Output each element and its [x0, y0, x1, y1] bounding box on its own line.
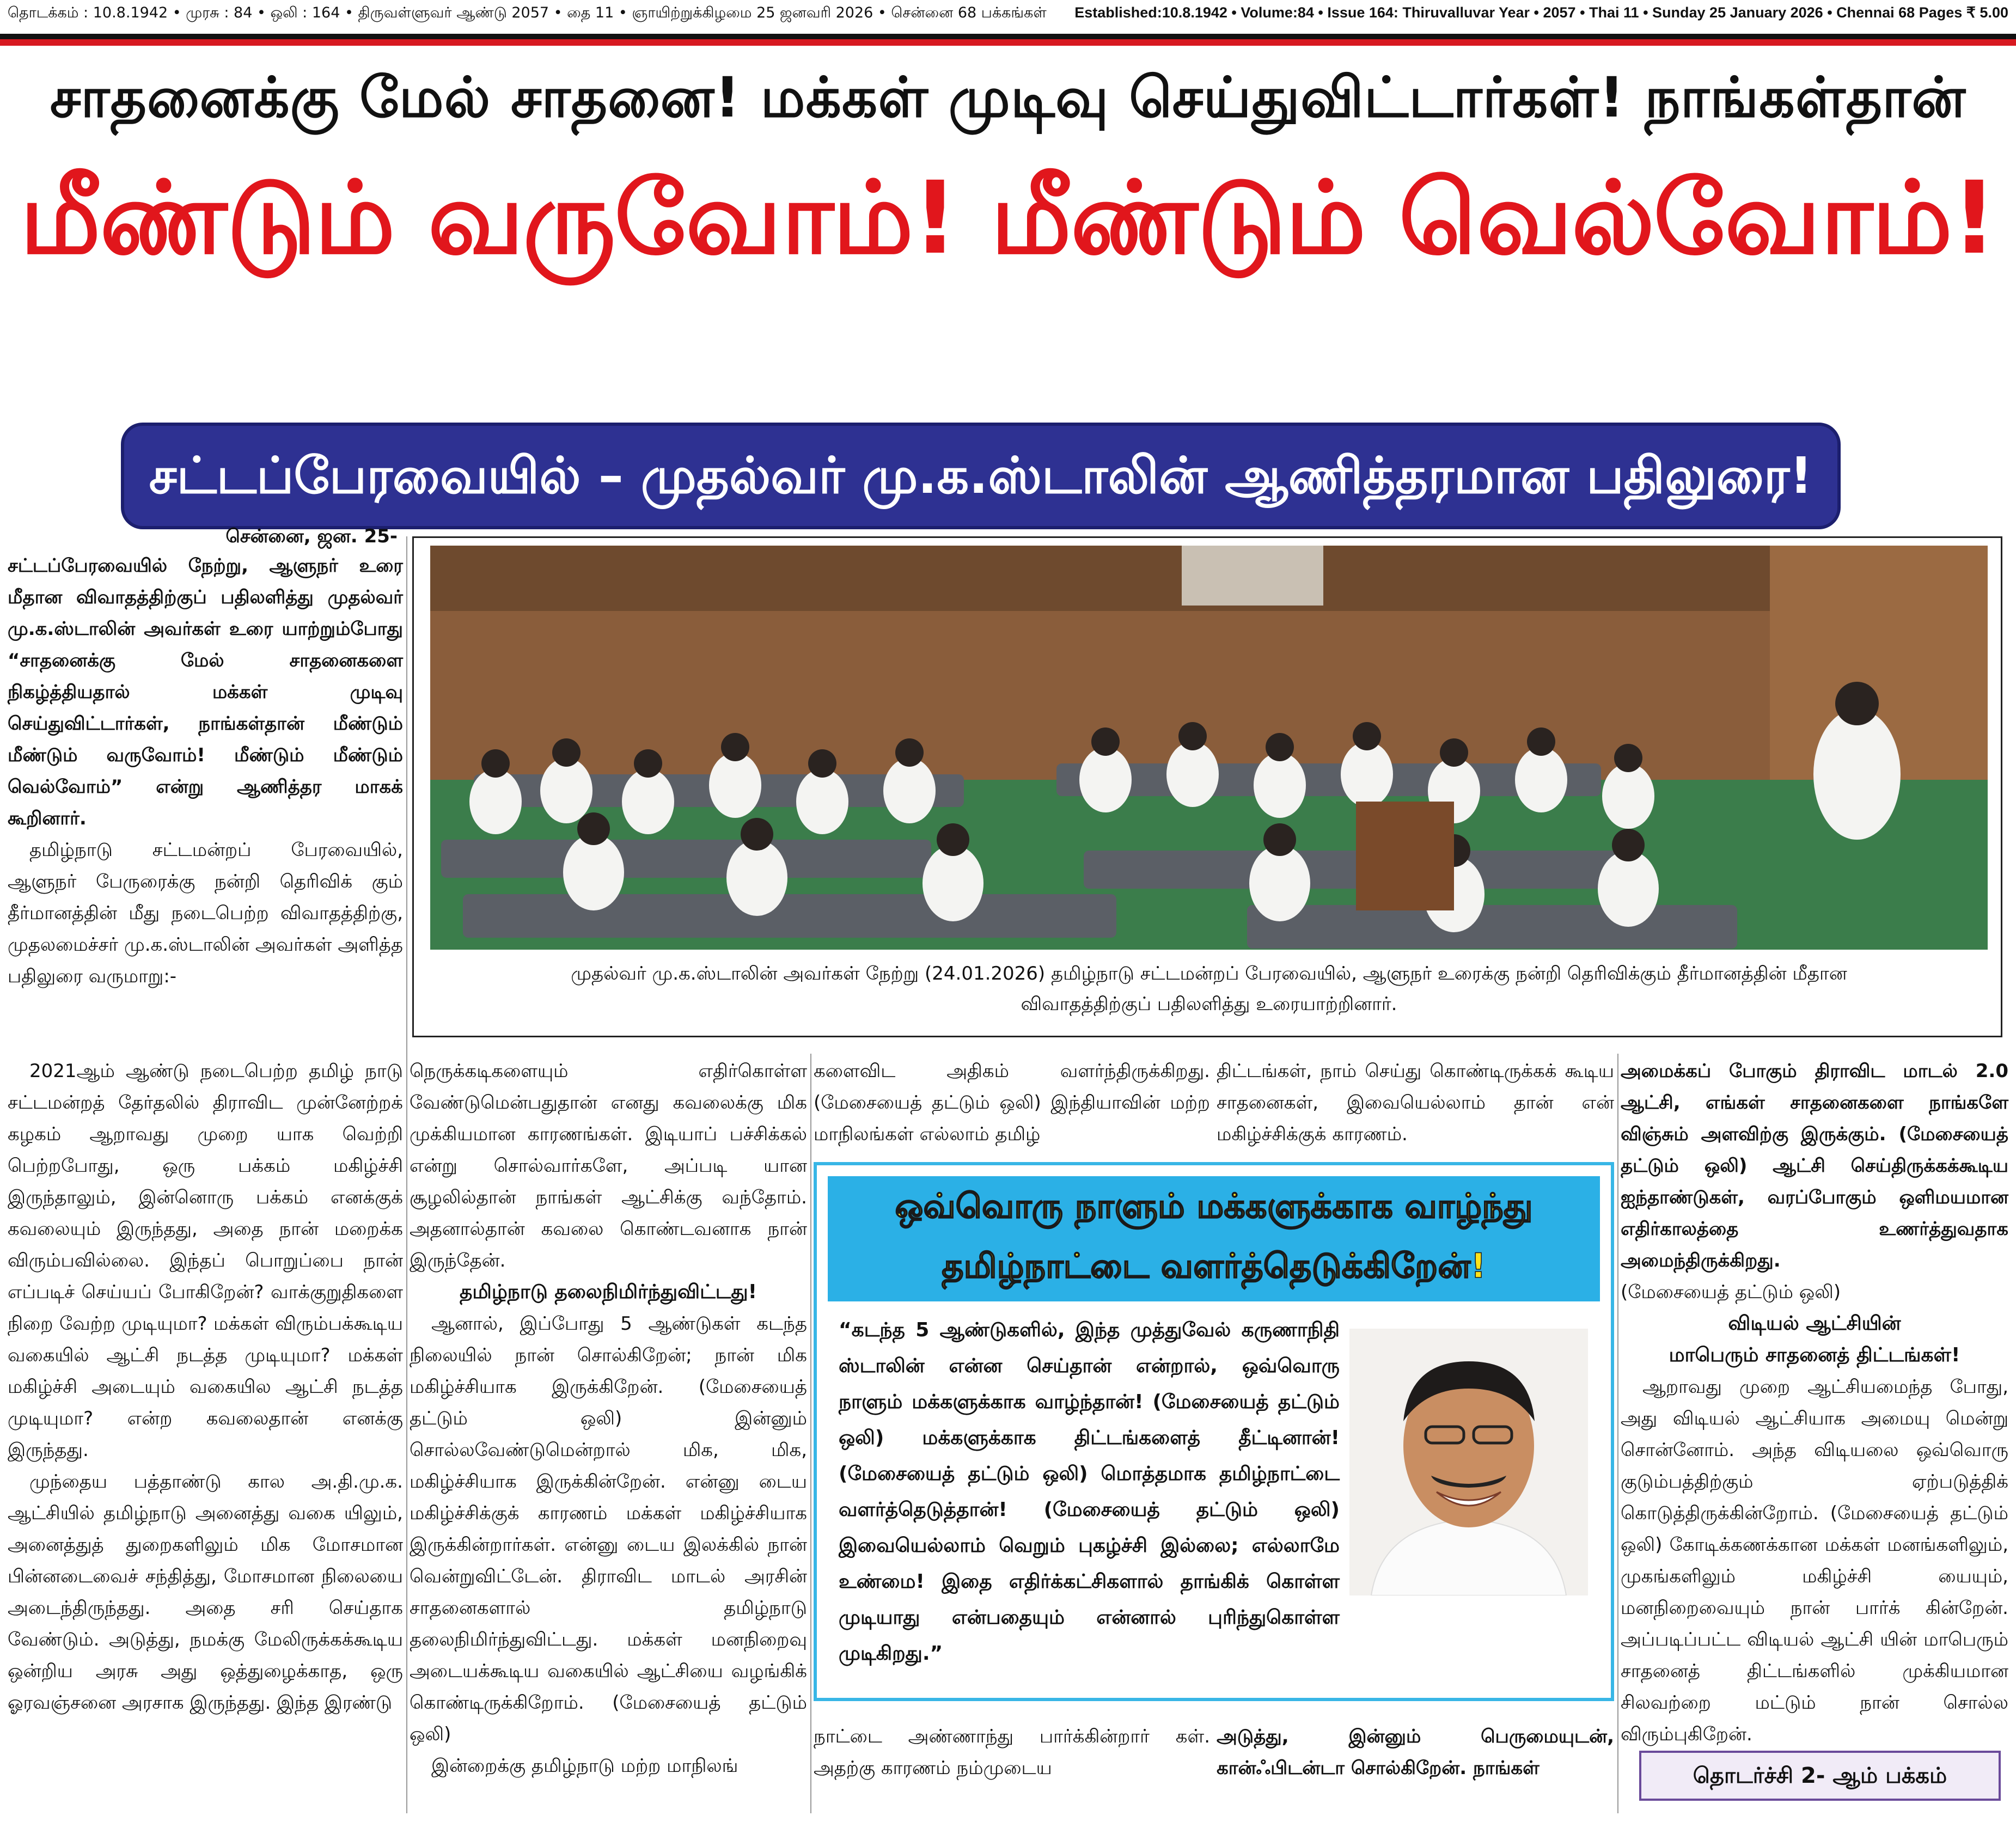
dateline: சென்னை, ஜன. 25-: [225, 525, 398, 547]
paragraph: ஆறாவது முறை ஆட்சியமைந்த போது, அது விடியல் ஆட்சியாக அமையு மென்று சொன்னோம். அந்த விடியலை ஒவ்வொரு குடும்பத்திற்கும் ஏற்படுத்திக் கொடுத்திருக்கின்றோம். (மேசையைத் தட்டும் ஒலி) கோடிக்கணக்கான மக்கள் மனங்களிலும், முகங்களிலும் மகிழ்ச்சி யையும், மனநிறைவையும் நான் பார்க் கின்றேன். அப்படிப்பட்ட விடியல் ஆட்சி யின் மாபெரும் சாதனைத் திட்டங்களில் முக்கியமான சிலவற்றை மட்டும் நான் சொல்ல விரும்புகிறேன்.: [1621, 1376, 2008, 1745]
masthead: [0, 0, 2016, 35]
article-column-5: [1621, 1055, 2008, 1750]
quote-text: “கடந்த 5 ஆண்டுகளில், இந்த முத்துவேல் கருணாநிதி ஸ்டாலின் என்ன செய்தான் என்றால், ஒவ்வொரு நாளும் மக்களுக்காக வாழ்ந்தான்! (மேசையைத் தட்டும் ஒலி) மக்களுக்காக திட்டங்களைத் தீட்டினான்! (மேசையைத் தட்டும் ஒலி) மொத்தமாக தமிழ்நாட்டை வளர்த்தெடுத்தான்! (மேசையைத் தட்டும் ஒலி) இவையெல்லாம் வெறும் புகழ்ச்சி இல்லை; எல்லாமே உண்மை! இதை எதிர்க்கட்சிகளால் தாங்கிக் கொள்ள முடியாது என்பதையும் என்னால் புரிந்துகொள்ள முடிகிறது.”: [839, 1319, 1340, 1665]
quote-title-line-1: ஒவ்வொரு நாளும் மக்களுக்காக வாழ்ந்து: [895, 1186, 1533, 1226]
masthead-tamil-line: தொடக்கம் : 10.8.1942 • முரசு : 84 • ஒலி : 164 • திருவள்ளுவர் ஆண்டு 2057 • தை 11 • ஞாயிற்றுக்கிழமை 25 ஜனவரி 2026 • சென்னை 68 பக்கங்கள்: [8, 4, 1047, 21]
photo-caption-line-2: விவாதத்திற்குப் பதிலளித்து உரையாற்றினார்.: [1021, 993, 1397, 1015]
paragraph: தமிழ்நாடு சட்டமன்றப் பேரவையில், ஆளுநர் பேருரைக்கு நன்றி தெரிவிக் கும் தீர்மானத்தின் மீது நடைபெற்ற விவாதத்திற்கு, முதலமைச்சர் மு.க.ஸ்டாலின் அவர்கள் அளித்த பதிலுரை வருமாறு:-: [8, 839, 403, 987]
subhead-banner: [121, 423, 1841, 529]
article-column-3-bottom: [814, 1721, 1210, 1784]
paragraph: முந்தைய பத்தாண்டு கால அ.தி.மு.க. ஆட்சியில் தமிழ்நாடு அனைத்து வகை யிலும், அனைத்துத் துறைகளிலும் மிக மோசமான பின்னடைவைச் சந்தித்து, மோசமான நிலையை அடைந்திருந்தது. அதை சரி செய்தாக வேண்டும். அடுத்து, நமக்கு மேலிருக்கக்கூடிய ஒன்றிய அரசு அது ஒத்துழைக்காத, ஒரு ஓரவஞ்சனை அரசாக இருந்தது. இந்த இரண்டு: [8, 1471, 403, 1714]
paragraph: ஆனால், இப்போது 5 ஆண்டுகள் கடந்த நிலையில் நான் சொல்கிறேன்; நான் மிக மகிழ்ச்சியாக இருக்கிறேன். (மேசையைத் தட்டும் ஒலி) இன்னும் சொல்லவேண்டுமென்றால் மிக, மிக, மகிழ்ச்சியாக இருக்கின்றேன். என்னு டைய மகிழ்ச்சிக்குக் காரணம் மக்கள் மகிழ்ச்சியாக இருக்கின்றார்கள். என்னு டைய இலக்கில் நான் வென்றுவிட்டேன். திராவிட மாடல் அரசின் சாதனைகளால் தமிழ்நாடு தலைநிமிர்ந்துவிட்டது. மக்கள் மனநிறைவு அடையக்கூடிய வகையில் ஆட்சியை வழங்கிக் கொண்டிருக்கிறோம். (மேசையைத் தட்டும் ஒலி): [410, 1313, 807, 1745]
portrait-illustration: [1349, 1329, 1588, 1595]
chief-minister-portrait: [1349, 1329, 1588, 1595]
photo-caption: [430, 958, 1988, 1019]
article-column-4-top: [1217, 1055, 1614, 1150]
article-column-1-top: [8, 550, 403, 992]
paragraph: நாட்டை அண்ணாந்து பார்க்கின்றார் கள். அதற்கு காரணம் நம்முடைய: [814, 1726, 1210, 1779]
paragraph: சட்டப்பேரவையில் நேற்று, ஆளுநர் உரை மீதான விவாதத்திற்குப் பதிலளித்து முதல்வர் மு.க.ஸ்டாலின் அவர்கள் உரை யாற்றும்போது “சாதனைக்கு மேல் சாதனைகளை நிகழ்த்தியதால் மக்கள் முடிவு செய்துவிட்டார்கள், நாங்கள்தான் மீண்டும் மீண்டும் வருவோம்! மீண்டும் மீண்டும் வெல்வோம்” என்று ஆணித்தர மாகக் கூறினார்.: [8, 555, 403, 829]
paragraph: அடுத்து, இன்னும் பெருமையுடன், கான்ஃபிடன்டா சொல்கிறேன். நாங்கள்: [1217, 1726, 1614, 1779]
column-subheading-line-1: விடியல் ஆட்சியின்: [1728, 1312, 1901, 1335]
column-rule: [406, 1054, 407, 1813]
paragraph: (மேசையைத் தட்டும் ஒலி): [1621, 1281, 1841, 1303]
article-column-1-bottom: [8, 1055, 403, 1719]
paragraph: இன்றைக்கு தமிழ்நாடு மற்ற மாநிலங்: [431, 1755, 738, 1777]
masthead-english-line: Established:10.8.1942 • Volume:84 • Issue 164: Thiruvalluvar Year • 2057 • Thai 11 • Sunday 25 January 2026 • Chennai 68 Pages ₹ 5.00: [1074, 4, 2008, 21]
column-rule: [1617, 1054, 1618, 1813]
assembly-photo-illustration: [430, 546, 1988, 950]
quote-title-line-2: தமிழ்நாட்டை வளர்த்தெடுக்கிறேன்!: [942, 1246, 1486, 1286]
article-column-2: [410, 1055, 807, 1782]
column-rule: [810, 1054, 811, 1813]
subhead-text: சட்டப்பேரவையில் – முதல்வர் மு.க.ஸ்டாலின் ஆணித்தரமான பதிலுரை!: [149, 447, 1813, 505]
photo-caption-line-1: முதல்வர் மு.க.ஸ்டாலின் அவர்கள் நேற்று (24.01.2026) தமிழ்நாடு சட்டமன்றப் பேரவையில், ஆளுநர் உரைக்கு நன்றி தெரிவிக்கும் தீர்மானத்தின் மீதான: [571, 963, 1847, 985]
quote-title-banner: [828, 1176, 1600, 1301]
kicker-headline: சாதனைக்கு மேல் சாதனை! மக்கள் முடிவு செய்துவிட்டார்கள்! நாங்கள்தான்: [50, 65, 1966, 130]
main-headline: மீண்டும் வருவோம்! மீண்டும் வெல்வோம்!: [20, 160, 1996, 277]
paragraph: நெருக்கடிகளையும் எதிர்கொள்ள வேண்டுமென்பதுதான் எனது கவலைக்கு மிக முக்கியமான காரணங்கள். இடியாப் பச்சிக்கல் என்று சொல்வார்களே, அப்படி யான சூழலில்தான் நாங்கள் ஆட்சிக்கு வந்தோம். அதனால்தான் கவலை கொண்டவனாக நான் இருந்தேன்.: [410, 1060, 807, 1271]
continued-on-page-2-box[interactable]: தொடர்ச்சி 2- ஆம் பக்கம்: [1639, 1751, 2001, 1801]
masthead-rule-black: [0, 34, 2016, 39]
article-column-3-top: [814, 1055, 1210, 1150]
assembly-photo: [430, 546, 1988, 950]
column-subheading-line-2: மாபெரும் சாதனைத் திட்டங்கள்!: [1669, 1344, 1960, 1366]
paragraph: 2021ஆம் ஆண்டு நடைபெற்ற தமிழ் நாடு சட்டமன்றத் தேர்தலில் திராவிட முன்னேற்றக் கழகம் ஆறாவது முறை யாக வெற்றி பெற்றபோது, ஒரு பக்கம் மகிழ்ச்சி இருந்தாலும், இன்னொரு பக்கம் எனக்குக் கவலையும் இருந்தது, அதை நான் மறைக்க விரும்பவில்லை. இந்தப் பொறுப்பை நான் எப்படிச் செய்யப் போகிறேன்? வாக்குறுதிகளை நிறை வேற்ற முடியுமா? மக்கள் விரும்பக்கூடிய வகையில் ஆட்சி நடத்த முடியுமா? மக்கள் மகிழ்ச்சி அடையும் வகையில ஆட்சி நடத்த முடியுமா? என்ற கவலைதான் எனக்கு இருந்தது.: [8, 1060, 403, 1461]
paragraph: களைவிட அதிகம் வளர்ந்திருக்கிறது. (மேசையைத் தட்டும் ஒலி) இந்தியாவின் மற்ற மாநிலங்கள் எல்லாம் தமிழ்: [814, 1060, 1210, 1145]
article-column-4-bottom: [1217, 1721, 1614, 1784]
paragraph: அமைக்கப் போகும் திராவிட மாடல் 2.0 ஆட்சி, எங்கள் சாதனைகளை நாங்களே விஞ்சும் அளவிற்கு இருக்கும். (மேசையைத் தட்டும் ஒலி) ஆட்சி செய்திருக்கக்கூடிய ஐந்தாண்டுகள், வரப்போகும் ஒளிமயமான எதிர்காலத்தை உணர்த்துவதாக அமைந்திருக்கிறது.: [1621, 1060, 2008, 1271]
paragraph: திட்டங்கள், நாம் செய்து கொண்டிருக்கக் கூடிய சாதனைகள், இவையெல்லாம் தான் என் மகிழ்ச்சிக்குக் காரணம்.: [1217, 1060, 1614, 1145]
column-subheading: தமிழ்நாடு தலைநிமிர்ந்துவிட்டது!: [459, 1281, 757, 1303]
masthead-rule-red: [0, 39, 2016, 46]
column-rule: [406, 536, 407, 1054]
